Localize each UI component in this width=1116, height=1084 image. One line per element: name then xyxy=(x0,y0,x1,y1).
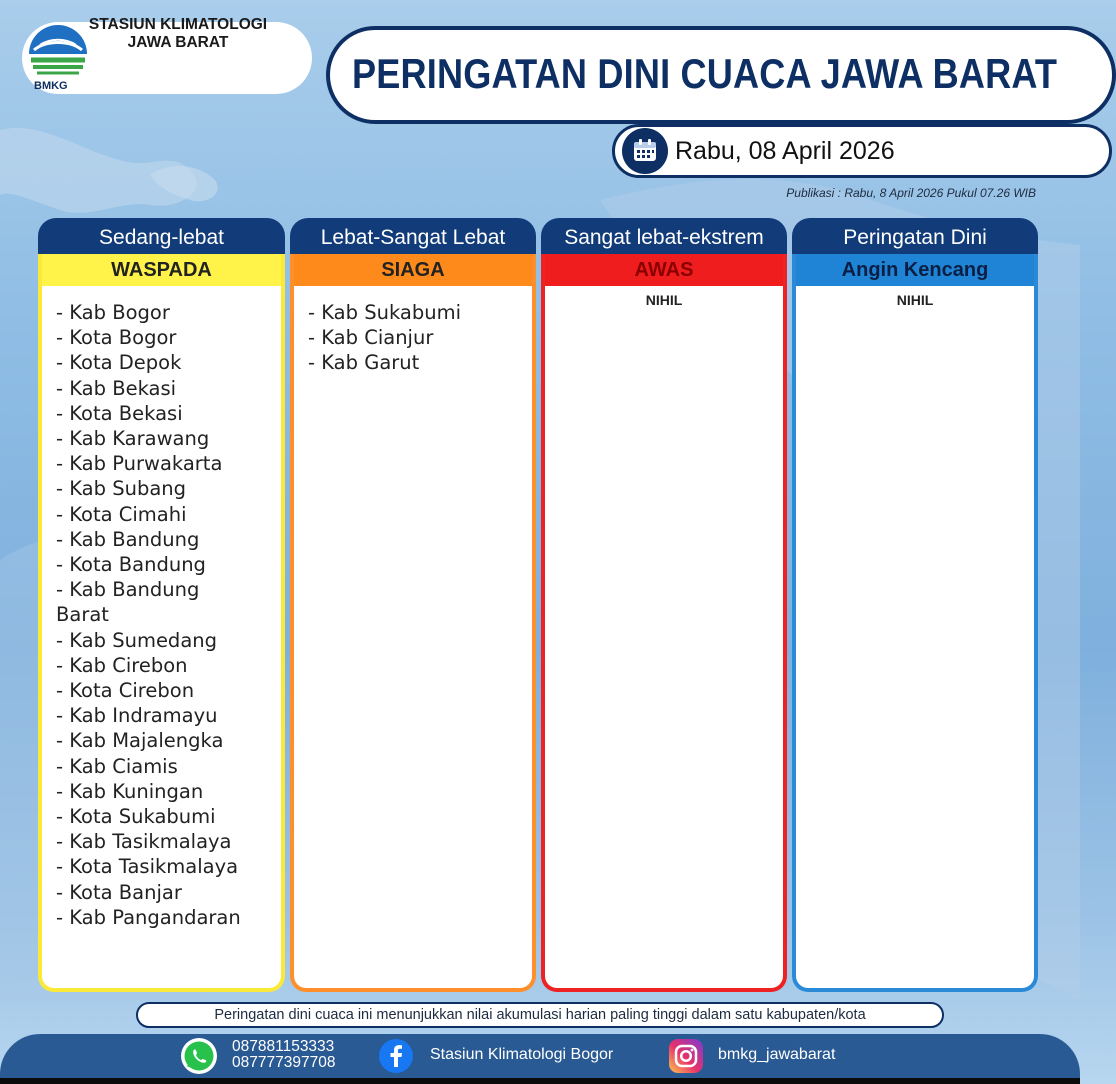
nihil-text-angin: NIHIL xyxy=(896,292,934,308)
region-item: - Kab Subang xyxy=(56,477,187,501)
region-item: - Kota Cirebon xyxy=(56,679,195,703)
column-box-awas xyxy=(541,286,787,992)
region-item: - Kab Kuningan xyxy=(56,779,204,803)
footer-phone-1: 087881153333 xyxy=(232,1038,335,1055)
region-item: - Kota Bogor xyxy=(56,326,177,350)
region-item: - Kab Tasikmalaya xyxy=(56,830,232,854)
region-item: - Kota Bandung xyxy=(56,553,206,577)
region-item: - Kab Bekasi xyxy=(56,376,177,400)
region-item: - Kota Banjar xyxy=(56,880,182,904)
region-item: - Kab Ciamis xyxy=(56,754,178,778)
region-item: - Kota Tasikmalaya xyxy=(56,855,239,879)
org-abbreviation: BMKG xyxy=(34,80,68,92)
column-heading-sangat-lebat-ekstrem: Sangat lebat-ekstrem xyxy=(541,218,787,256)
region-item: - Kab Purwakarta xyxy=(56,452,223,476)
column-box-waspada xyxy=(38,286,285,992)
region-item: - Kota Bekasi xyxy=(56,401,183,425)
region-item: - Kab Sukabumi xyxy=(308,301,461,324)
level-waspada: WASPADA xyxy=(38,254,285,286)
region-item: - Kab Cianjur xyxy=(308,326,434,350)
publication-info: Publikasi : Rabu, 8 April 2026 Pukul 07.26 WIB xyxy=(786,186,1036,200)
region-list-siaga xyxy=(294,286,532,376)
column-box-siaga xyxy=(290,286,536,992)
region-list-waspada xyxy=(42,286,281,930)
forecast-date: Rabu, 08 April 2026 xyxy=(675,137,895,165)
column-heading-lebat-sangat-lebat: Lebat-Sangat Lebat xyxy=(290,218,536,256)
column-heading-peringatan-dini: Peringatan Dini xyxy=(792,218,1038,256)
region-item: - Kota Cimahi xyxy=(56,502,187,526)
org-name: STASIUN KLIMATOLOGI JAWA BARAT xyxy=(88,16,268,51)
page-title: PERINGATAN DINI CUACA JAWA BARAT xyxy=(352,50,1058,97)
region-item: - Kab Indramayu xyxy=(56,704,218,728)
footer-facebook-name[interactable]: Stasiun Klimatologi Bogor xyxy=(430,1046,614,1063)
region-item: - Kab Bandung xyxy=(56,527,200,551)
instagram-icon[interactable] xyxy=(668,1038,704,1074)
level-awas: AWAS xyxy=(541,254,787,286)
footer-phone-2: 087777397708 xyxy=(232,1054,336,1071)
level-siaga: SIAGA xyxy=(290,254,536,286)
facebook-icon[interactable] xyxy=(378,1038,414,1074)
region-item: - Kab Bandung Barat xyxy=(56,578,200,627)
level-angin-kencang: Angin Kencang xyxy=(792,254,1038,286)
whatsapp-icon[interactable] xyxy=(180,1037,218,1075)
region-item: - Kab Pangandaran xyxy=(56,905,241,929)
region-item: - Kab Cirebon xyxy=(56,653,188,677)
column-box-angin-kencang xyxy=(792,286,1038,992)
region-item: - Kab Karawang xyxy=(56,427,210,451)
region-item: - Kab Bogor xyxy=(56,301,170,324)
region-item: - Kota Sukabumi xyxy=(56,805,216,829)
disclaimer-note: Peringatan dini cuaca ini menunjukkan nilai akumulasi harian paling tinggi dalam satu kabupaten/kota xyxy=(136,1002,944,1028)
region-item: - Kab Majalengka xyxy=(56,729,224,753)
region-item: - Kab Garut xyxy=(308,351,420,375)
footer-instagram-handle[interactable]: bmkg_jawabarat xyxy=(718,1046,836,1063)
region-item: - Kab Sumedang xyxy=(56,628,217,652)
footer-bottom-edge xyxy=(0,1078,1080,1084)
region-item: - Kota Depok xyxy=(56,351,182,375)
nihil-text-awas: NIHIL xyxy=(645,292,683,308)
calendar-icon xyxy=(632,138,658,164)
column-heading-sedang-lebat: Sedang-lebat xyxy=(38,218,285,256)
